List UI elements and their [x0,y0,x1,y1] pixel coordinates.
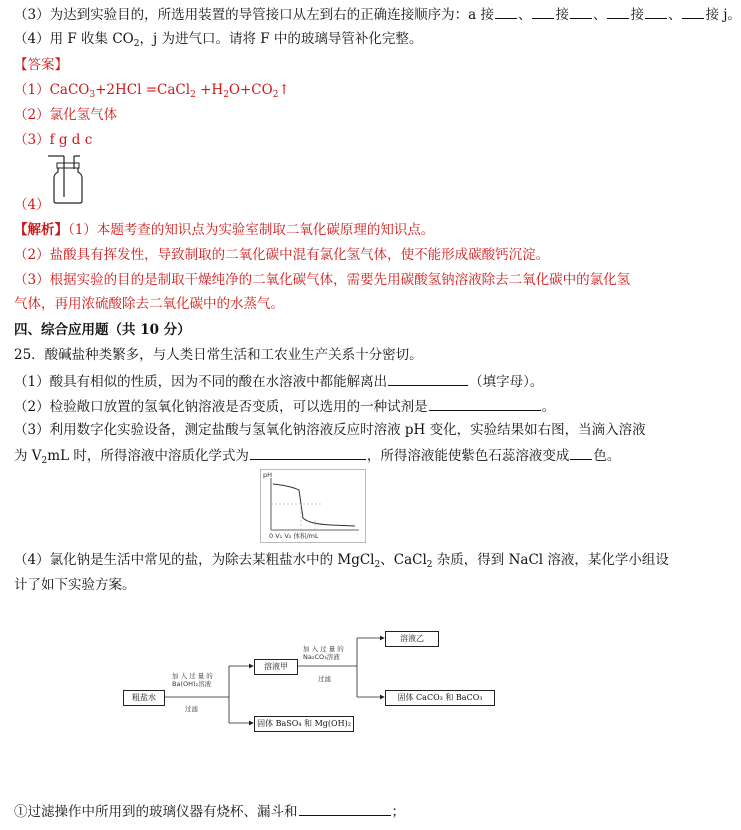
flow-box-solid-baso4: 固体 BaSO₄ 和 Mg(OH)₂ [254,716,354,732]
section-title: 四、综合应用题（共 10 分） [14,322,191,338]
blank-6 [682,4,704,19]
question-4-line: （4）用 F 收集 $CO_2$，j 为进气口。请将 F 中的玻璃导管补化完整。 [14,31,423,49]
answer-label: 【答案】 [14,57,68,73]
answer-1: （1）CaCO$_3$+2HCl =CaCl$_2$ $+H_2O+CO_2↑$ [14,82,290,100]
analysis-3b: 气体，再用浓硫酸除去二氧化碳中的水蒸气。 [14,296,284,312]
analysis-2: （2）盐酸具有挥发性，导致制取的二氧化碳中混有氯化氢气体，使不能形成碳酸钙沉淀。 [14,247,550,263]
answer-3: （3）f g d c [14,132,93,148]
analysis-3a: （3）根据实验的目的是制取干燥纯净的二氧化碳气体，需要先用碳酸氢钠溶液除去二氧化碳中的氯化氢 [14,272,631,288]
graph-y-label: pH [263,471,273,479]
q25-part-2: （2）检验敞口放置的氢氧化钠溶液是否变质，可以选用的一种试剂是 。 [14,396,555,416]
flow-step2-label: 加 入 过 量 的 Na₂CO₃溶液 [303,645,344,661]
flow-box-solution-a: 溶液甲 [254,659,298,675]
q25-part-3b: 为 $V_2mL$ 时，所得溶液中溶质化学式为 ，所得溶液能使紫色石蕊溶液变成 色。 [14,445,620,465]
flow-step1-label: 加 入 过 量 的 Ba(OH)₂溶液 [172,672,213,688]
flow-box-solution-b: 溶液乙 [385,631,439,647]
flow-step1-filter: 过滤 [185,705,198,713]
q25-part-1: （1）酸具有相似的性质，因为不同的酸在水溶液中都能解离出 （填字母）。 [14,371,543,391]
question-3-line: （3）为达到实验目的，所选用装置的导管接口从左到右的正确连接顺序为：a 接 、 接 、 接 、 接 j。 [14,4,741,24]
q25-part-4b: 计了如下实验方案。 [14,577,136,593]
analysis-1: 【解析】（1）本题考查的知识点为实验室制取二氧化碳原理的知识点。 [14,222,435,238]
q25-part-3a: （3）利用数字化实验设备，测定盐酸与氢氧化钠溶液反应时溶液 pH 变化，实验结果如右图，当滴入溶液 [14,422,646,438]
q25-part-4-1: ①过滤操作中所用到的玻璃仪器有烧杯、漏斗和 ； [14,801,405,821]
q25-part-4a: （4）氯化钠是生活中常见的盐，为除去某粗盐水中的 MgCl$_2$、CaCl$_2$ 杂质，得到 NaCl 溶液，某化学小组设 [14,552,669,570]
answer-4: （4） [14,197,50,213]
answer-2: （2）氯化氢气体 [14,107,118,123]
flow-box-crude-brine: 粗盐水 [123,690,165,706]
q25-intro: 25．酸碱盐种类繁多，与人类日常生活和工农业生产关系十分密切。 [14,347,423,363]
flow-box-solid-caco3: 固体 CaCO₃ 和 BaCO₃ [385,690,495,706]
flow-step2-filter: 过滤 [318,675,331,683]
blank-5 [645,4,667,19]
graph-x-label: 0 V₁ V₂ 体积/mL [269,532,319,540]
